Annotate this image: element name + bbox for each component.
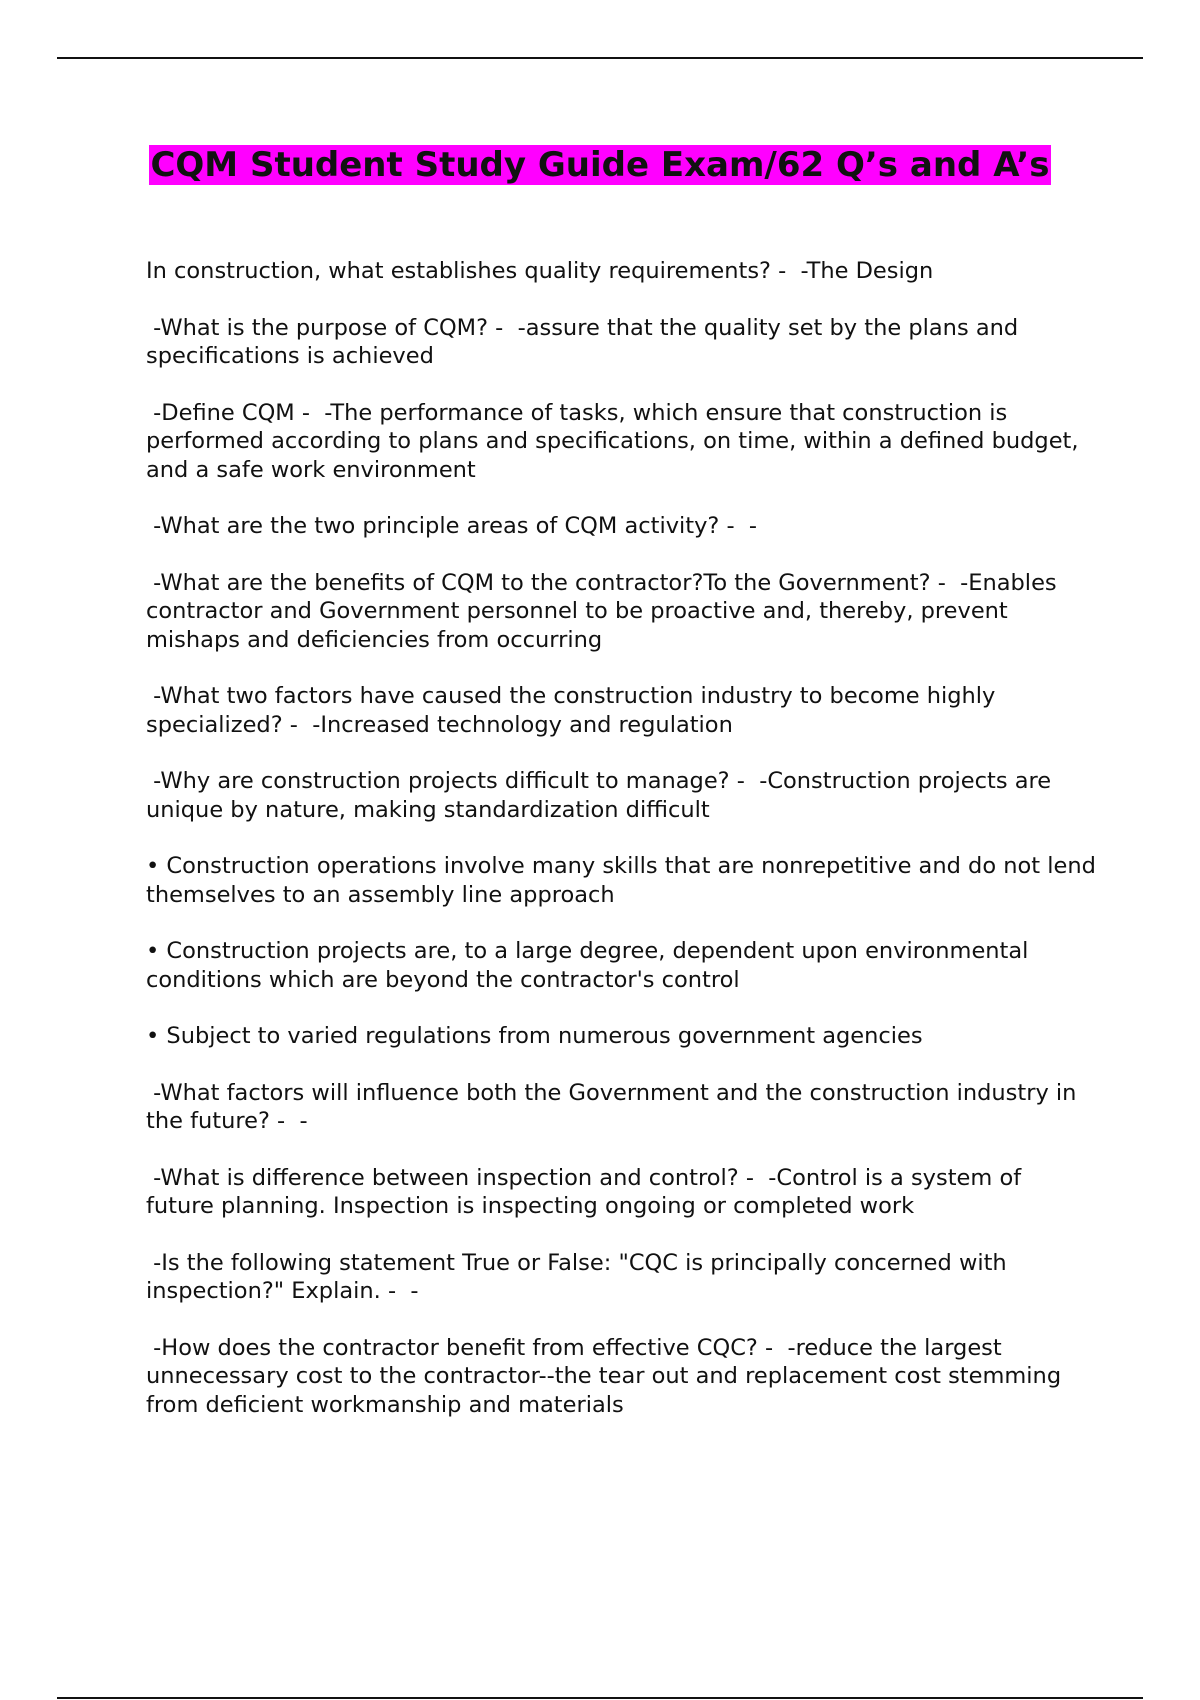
qa-paragraph: -What is difference between inspection and control? - -Control is a system of future planning. Inspection is inspecting ongoing or completed work <box>146 1164 1029 1219</box>
qa-paragraph: -Why are construction projects difficult to manage? - -Construction projects are unique by nature, making standardization difficult <box>146 768 1059 823</box>
qa-paragraph: -What factors will influence both the Government and the construction industry in the future? - - <box>146 1079 1084 1134</box>
header-rule <box>57 57 1143 59</box>
qa-paragraph: -What are the two principle areas of CQM activity? - - <box>146 513 758 539</box>
bullet-paragraph: • Construction projects are, to a large degree, dependent upon environmental conditions which are beyond the contractor's control <box>146 938 1036 993</box>
qa-paragraph: -Define CQM - -The performance of tasks, which ensure that construction is performed according to plans and specifications, on time, within a defined budget, and a safe work environment <box>146 399 1086 483</box>
bullet-paragraph: • Subject to varied regulations from numerous government agencies <box>146 1023 923 1049</box>
document-body <box>146 257 1104 1447</box>
title-block <box>120 143 1080 187</box>
page-title: CQM Student Study Guide Exam/62 Q’s and A’s <box>150 145 1050 185</box>
qa-paragraph: -What two factors have caused the construction industry to become highly specialized? - -Increased technology and regulation <box>146 683 1003 738</box>
qa-paragraph: -What are the benefits of CQM to the contractor?To the Government? - -Enables contractor and Government personnel to be proactive and, thereby, prevent mishaps and deficiencies from occurring <box>146 569 1064 653</box>
qa-paragraph: -What is the purpose of CQM? - -assure that the quality set by the plans and specifications is achieved <box>146 314 1026 369</box>
qa-paragraph: -Is the following statement True or False: "CQC is principally concerned with inspection?" Explain. - - <box>146 1249 1014 1304</box>
qa-paragraph: In construction, what establishes quality requirements? - -The Design <box>146 258 934 284</box>
bullet-paragraph: • Construction operations involve many skills that are nonrepetitive and do not lend themselves to an assembly line approach <box>146 853 1104 908</box>
qa-paragraph: -How does the contractor benefit from effective CQC? - -reduce the largest unnecessary cost to the contractor--the tear out and replacement cost stemming from deficient workmanship and materials <box>146 1334 1069 1418</box>
footer-rule <box>57 1697 1143 1699</box>
